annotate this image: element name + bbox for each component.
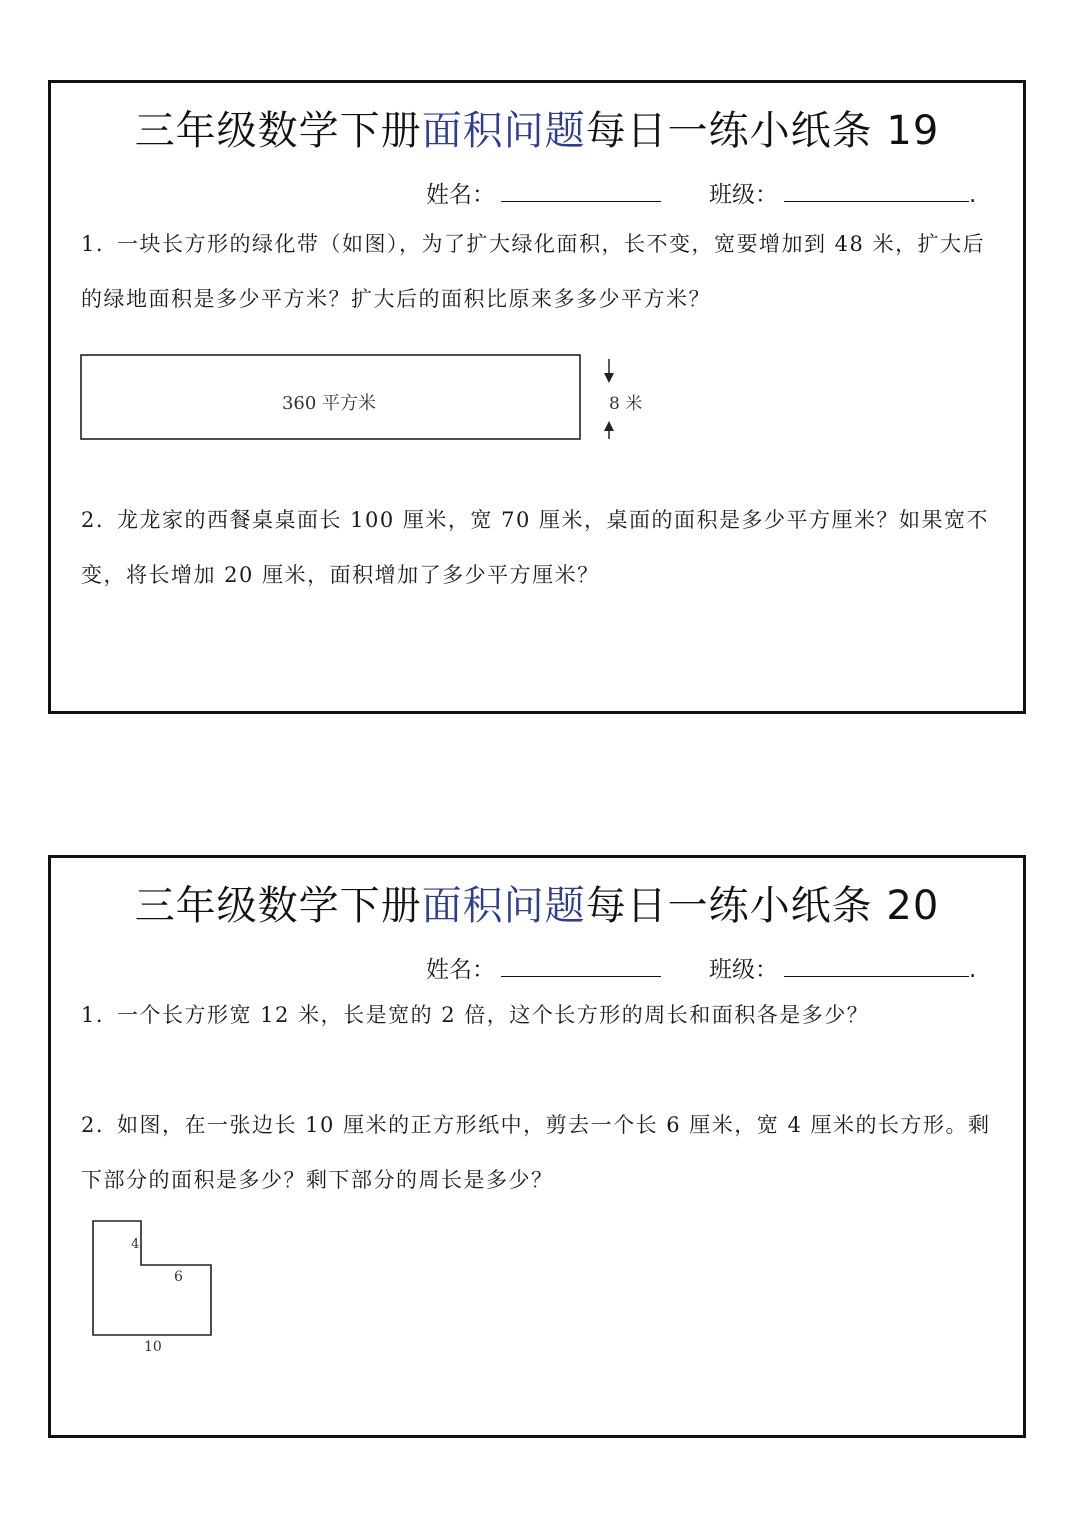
title-prefix: 三年级数学下册: [134, 883, 422, 929]
arrow-down-icon: [604, 373, 614, 383]
name-label: 姓名：: [426, 957, 495, 983]
label-10: 10: [144, 1339, 162, 1355]
name-class-row: [426, 951, 976, 984]
name-class-row: [426, 176, 976, 209]
question-1: [81, 217, 1003, 327]
name-label: 姓名：: [426, 182, 495, 208]
question-2: [81, 1098, 1003, 1208]
class-label: 班级：: [709, 182, 778, 208]
question-2: [81, 493, 1003, 603]
card-title: [51, 874, 1023, 931]
title-highlight: 面积问题: [421, 108, 586, 154]
question-text: 如图，在一张边长 10 厘米的正方形纸中，剪去一个长 6 厘米，宽 4 厘米的长方形。剩下部分的面积是多少？剩下部分的周长是多少？: [81, 1113, 991, 1192]
end-dot: .: [969, 182, 977, 208]
question-text: 一个长方形宽 12 米，长是宽的 2 倍，这个长方形的周长和面积各是多少？: [117, 1003, 870, 1027]
question-text: 一块长方形的绿化带（如图），为了扩大绿化面积，长不变，宽要增加到 48 米，扩大后的绿地面积是多少平方米？扩大后的面积比原来多多少平方米？: [81, 232, 986, 311]
title-highlight: 面积问题: [421, 883, 586, 929]
greenbelt-figure: [51, 343, 691, 453]
class-blank[interactable]: [784, 179, 969, 202]
class-blank[interactable]: [784, 954, 969, 977]
question-1: [81, 988, 1003, 1043]
name-blank[interactable]: [501, 954, 661, 977]
arrow-up-icon: [604, 421, 614, 431]
question-number: 2.: [81, 1113, 105, 1137]
title-suffix: 每日一练小纸条 20: [585, 883, 940, 929]
class-label: 班级：: [709, 957, 778, 983]
end-dot: .: [969, 957, 977, 983]
width-label: 8 米: [609, 394, 643, 414]
l-shape-outline: [93, 1221, 211, 1335]
question-number: 1.: [81, 232, 105, 256]
label-4: 4: [131, 1237, 140, 1252]
l-shape-figure: [51, 1213, 291, 1363]
name-blank[interactable]: [501, 179, 661, 202]
title-prefix: 三年级数学下册: [134, 108, 422, 154]
question-number: 1.: [81, 1003, 105, 1027]
worksheet-card-20: [48, 855, 1026, 1438]
question-number: 2.: [81, 508, 105, 532]
label-6: 6: [174, 1269, 183, 1285]
question-text: 龙龙家的西餐桌桌面长 100 厘米，宽 70 厘米，桌面的面积是多少平方厘米？如果宽不变，将长增加 20 厘米，面积增加了多少平方厘米？: [81, 508, 990, 587]
worksheet-card-19: [48, 80, 1026, 714]
card-title: [51, 99, 1023, 156]
title-suffix: 每日一练小纸条 19: [585, 108, 940, 154]
area-label: 360 平方米: [281, 393, 377, 414]
